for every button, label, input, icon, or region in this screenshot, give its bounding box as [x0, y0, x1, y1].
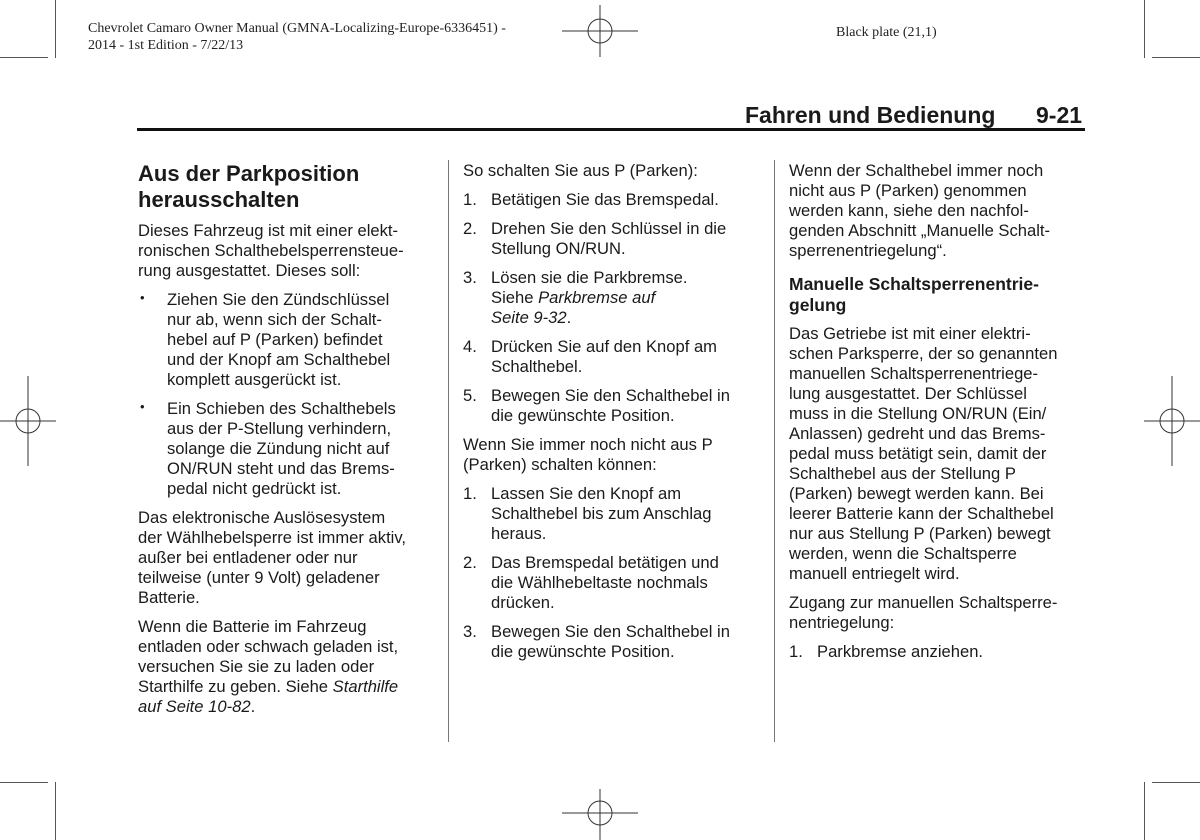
registration-mark-icon — [0, 376, 56, 466]
crop-mark — [0, 782, 48, 783]
crop-mark — [1144, 782, 1145, 840]
crop-mark — [1152, 782, 1200, 783]
bullet-item: • Ein Schieben des Schalthebels aus der P-Stellung verhindern, solange die Zündung nicht auf ON/RUN steht und das Brems- pedal nicht gedrückt ist. — [140, 399, 396, 498]
crop-mark — [0, 57, 48, 58]
header-rule — [137, 128, 1085, 131]
column-2 — [463, 161, 763, 671]
numbered-step: 2. Drehen Sie den Schlüssel in die Stellung ON/RUN. — [463, 219, 727, 258]
paragraph: Wenn die Batterie im Fahrzeug entladen oder schwach geladen ist, versuchen Sie sie zu laden oder Starthilfe zu geben. Siehe Starthilfe auf Seite 10-82. — [138, 617, 399, 716]
crop-mark — [55, 0, 56, 58]
bullet-marker: • — [140, 399, 145, 414]
crop-mark — [1144, 0, 1145, 58]
bullet-marker: • — [140, 290, 145, 305]
main-heading: Aus der Parkposition herausschalten — [138, 161, 360, 212]
intro-paragraph: So schalten Sie aus P (Parken): — [463, 161, 698, 180]
intro-paragraph: Dieses Fahrzeug ist mit einer elekt- ronischen Schalthebelsperrensteue- rung ausgestattet. Dieses soll: — [138, 221, 404, 280]
column-divider — [448, 160, 449, 742]
manual-title: Chevrolet Camaro Owner Manual (GMNA-Localizing-Europe-6336451) - — [88, 21, 506, 36]
plate-label: Black plate (21,1) — [836, 25, 937, 40]
column-divider — [774, 160, 775, 742]
paragraph: Das elektronische Auslösesystem der Wählhebelsperre ist immer aktiv, außer bei entladener oder nur teilweise (unter 9 Volt) geladener Batterie. — [138, 508, 407, 607]
intro-paragraph: Wenn der Schalthebel immer noch nicht aus P (Parken) genommen werden kann, siehe den nachfol- genden Abschnitt „Manuelle Schalt- sperrenentriegelung“. — [789, 161, 1051, 260]
numbered-step: 3. Lösen sie die Parkbremse. Siehe Parkbremse auf Seite 9-32. — [463, 268, 688, 327]
page-number: 9-21 — [1036, 102, 1083, 128]
crop-mark — [1152, 57, 1200, 58]
numbered-step: 3. Bewegen Sie den Schalthebel in die gewünschte Position. — [463, 622, 730, 661]
sub-heading: Manuelle Schaltsperrenentrie- gelung — [789, 274, 1039, 315]
registration-mark-icon — [562, 789, 638, 840]
cross-reference-link[interactable]: Parkbremse auf — [538, 288, 656, 307]
section-title: Fahren und Bedienung — [745, 102, 996, 128]
numbered-step: 1. Betätigen Sie das Bremspedal. — [463, 190, 719, 209]
numbered-step: 1. Parkbremse anziehen. — [789, 642, 984, 661]
cross-reference-link[interactable]: Seite 9-32 — [491, 308, 567, 327]
numbered-step: 2. Das Bremspedal betätigen und die Wählhebeltaste nochmals drücken. — [463, 553, 719, 612]
registration-mark-icon — [1144, 376, 1200, 466]
numbered-step: 1. Lassen Sie den Knopf am Schalthebel bis zum Anschlag heraus. — [463, 484, 712, 543]
bullet-item: • Ziehen Sie den Zündschlüssel nur ab, wenn sich der Schalt- hebel auf P (Parken) befindet und der Knopf am Schalthebel komplett ausgerückt ist. — [140, 290, 391, 389]
paragraph: Wenn Sie immer noch nicht aus P (Parken) schalten können: — [463, 435, 713, 474]
manual-edition: 2014 - 1st Edition - 7/22/13 — [88, 38, 244, 53]
cross-reference-link[interactable]: Starthilfe — [332, 677, 399, 696]
column-3 — [789, 161, 1094, 671]
registration-mark-icon — [562, 5, 638, 57]
cross-reference-link[interactable]: auf Seite 10-82 — [138, 697, 251, 716]
column-1 — [138, 161, 440, 726]
paragraph: Zugang zur manuellen Schaltsperre- nentriegelung: — [789, 593, 1058, 632]
numbered-step: 5. Bewegen Sie den Schalthebel in die gewünschte Position. — [463, 386, 730, 425]
manual-info — [88, 20, 506, 54]
paragraph: Das Getriebe ist mit einer elektri- schen Parksperre, der so genannten manuellen Schaltsperrenentriege- lung ausgestattet. Der Schlüssel muss in die Stellung ON/RUN (Ein/ Anlassen) gedreht und das Brems- pedal muss betätigt sein, damit der Schalthebel aus der Stellung P (Parken) bewegt werden kann. Bei leerer Batterie kann der Schalthebel nur aus Stellung P (Parken) bewegt werden, wenn die Schaltsperre manuell entriegelt wird. — [789, 324, 1058, 583]
crop-mark — [55, 782, 56, 840]
numbered-step: 4. Drücken Sie auf den Knopf am Schalthebel. — [463, 337, 717, 376]
